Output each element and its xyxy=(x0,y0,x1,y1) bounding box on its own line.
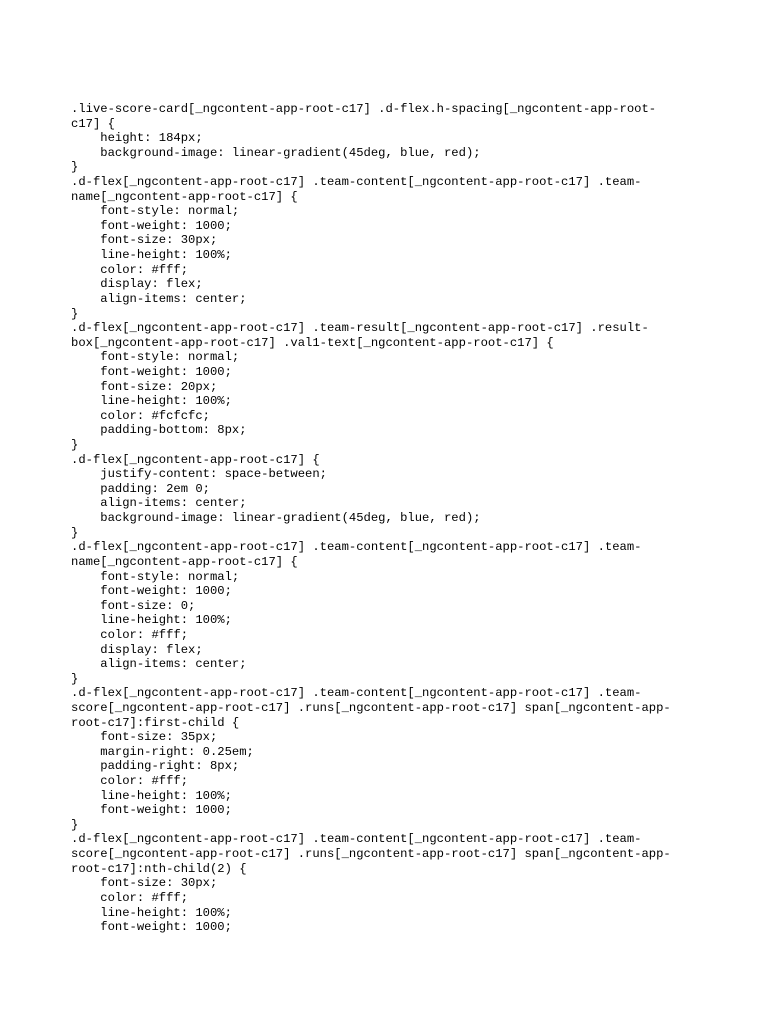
code-line: } xyxy=(71,671,79,686)
code-line: } xyxy=(71,160,79,175)
code-line: display: flex; xyxy=(71,277,203,292)
code-line: font-size: 30px; xyxy=(71,233,218,248)
code-line: line-height: 100%; xyxy=(71,788,232,803)
code-line: font-size: 35px; xyxy=(71,730,218,745)
code-line: font-size: 30px; xyxy=(71,876,218,891)
code-line: color: #fff; xyxy=(71,890,189,905)
code-line: score[_ngcontent-app-root-c17] .runs[_ngcontent-app-root-c17] span[_ngcontent-app- xyxy=(71,847,671,862)
code-line: score[_ngcontent-app-root-c17] .runs[_ngcontent-app-root-c17] span[_ngcontent-app- xyxy=(71,700,671,715)
code-line: name[_ngcontent-app-root-c17] { xyxy=(71,554,298,569)
code-line: font-style: normal; xyxy=(71,350,240,365)
code-line: root-c17]:first-child { xyxy=(71,715,240,730)
code-line: .live-score-card[_ngcontent-app-root-c17] .d-flex.h-spacing[_ngcontent-app-root- xyxy=(71,102,657,116)
code-line: .d-flex[_ngcontent-app-root-c17] .team-content[_ngcontent-app-root-c17] .team- xyxy=(71,686,642,701)
code-line: padding-right: 8px; xyxy=(71,759,240,774)
css-code-document xyxy=(71,102,731,935)
code-line: font-weight: 1000; xyxy=(71,803,232,818)
code-line: line-height: 100%; xyxy=(71,905,232,920)
code-line: box[_ngcontent-app-root-c17] .val1-text[_ngcontent-app-root-c17] { xyxy=(71,335,554,350)
code-line: line-height: 100%; xyxy=(71,248,232,263)
code-line: background-image: linear-gradient(45deg, blue, red); xyxy=(71,511,481,526)
code-line: color: #fff; xyxy=(71,774,189,789)
code-line: color: #fff; xyxy=(71,627,189,642)
code-line: font-style: normal; xyxy=(71,204,240,219)
code-line: .d-flex[_ngcontent-app-root-c17] { xyxy=(71,452,320,467)
code-line: name[_ngcontent-app-root-c17] { xyxy=(71,189,298,204)
code-line: } xyxy=(71,438,79,453)
code-line: root-c17]:nth-child(2) { xyxy=(71,861,247,876)
code-line: .d-flex[_ngcontent-app-root-c17] .team-content[_ngcontent-app-root-c17] .team- xyxy=(71,540,642,555)
code-line: } xyxy=(71,306,79,321)
code-line: color: #fcfcfc; xyxy=(71,408,210,423)
code-line: font-size: 20px; xyxy=(71,379,218,394)
code-line: font-weight: 1000; xyxy=(71,364,232,379)
code-line: padding: 2em 0; xyxy=(71,481,210,496)
code-line: .d-flex[_ngcontent-app-root-c17] .team-content[_ngcontent-app-root-c17] .team- xyxy=(71,175,642,190)
code-line: justify-content: space-between; xyxy=(71,467,327,482)
code-line: height: 184px; xyxy=(71,131,203,146)
code-line: font-weight: 1000; xyxy=(71,920,232,935)
code-line: padding-bottom: 8px; xyxy=(71,423,247,438)
code-line: color: #fff; xyxy=(71,262,189,277)
code-line: margin-right: 0.25em; xyxy=(71,744,254,759)
code-line: font-size: 0; xyxy=(71,598,196,613)
code-line: align-items: center; xyxy=(71,496,247,511)
code-line: .d-flex[_ngcontent-app-root-c17] .team-content[_ngcontent-app-root-c17] .team- xyxy=(71,832,642,847)
code-line: font-weight: 1000; xyxy=(71,218,232,233)
code-line: font-style: normal; xyxy=(71,569,240,584)
code-line: align-items: center; xyxy=(71,657,247,672)
code-line: line-height: 100%; xyxy=(71,613,232,628)
code-line: line-height: 100%; xyxy=(71,394,232,409)
code-line: c17] { xyxy=(71,116,115,131)
code-line: .d-flex[_ngcontent-app-root-c17] .team-result[_ngcontent-app-root-c17] .result- xyxy=(71,321,649,336)
code-line: align-items: center; xyxy=(71,291,247,306)
code-line: background-image: linear-gradient(45deg, blue, red); xyxy=(71,145,481,160)
code-line: } xyxy=(71,525,79,540)
code-line: } xyxy=(71,817,79,832)
code-line: font-weight: 1000; xyxy=(71,584,232,599)
code-line: display: flex; xyxy=(71,642,203,657)
